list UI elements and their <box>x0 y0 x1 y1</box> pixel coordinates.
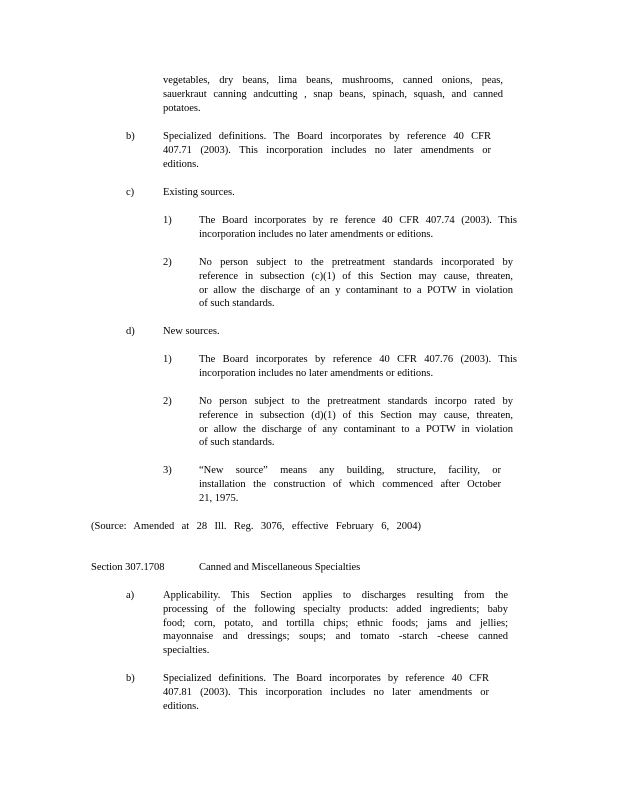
text-line: 407.71 (2003). This incorporation includes no later amendments or <box>163 144 491 156</box>
section-title: Canned and Miscellaneous Specialties <box>199 562 361 573</box>
text-line: installation the construction of which commenced after October <box>199 478 501 490</box>
text-line: incorporation includes no later amendments or editions. <box>199 228 434 240</box>
text-line: potatoes. <box>163 102 201 114</box>
text-line: “New source” means any building, structure, facility, or <box>199 465 501 476</box>
text-line: of such standards. <box>199 437 275 449</box>
text-line: specialties. <box>163 645 210 657</box>
text-line: Existing sources. <box>163 187 235 198</box>
text-line: 407.81 (2003). This incorporation includes no later amendments or <box>163 686 489 698</box>
paragraph-new-source-definition <box>199 464 501 505</box>
text-line: The Board incorporates by reference 40 CFR 407.76 (2003). This <box>199 354 517 365</box>
paragraph-new-incorporation <box>199 353 517 381</box>
source-note <box>91 520 421 534</box>
text-line: food; corn, potato, and tortilla chips; ethnic foods; jams and jellies; <box>163 617 508 629</box>
item-label-b: b) <box>126 131 135 142</box>
section-number: Section 307.1708 <box>91 562 165 573</box>
text-line: No person subject to the pretreatment standards incorpo rated by <box>199 396 513 407</box>
text-line: Specialized definitions. The Board incorporates by reference 40 CFR <box>163 131 491 142</box>
paragraph-applicability <box>163 589 508 658</box>
text-line: The Board incorporates by re ference 40 CFR 407.74 (2003). This <box>199 215 517 226</box>
paragraph-specialized-definitions <box>163 130 491 171</box>
text-line: mayonnaise and dressings; soups; and tomato -starch -cheese canned <box>163 631 508 643</box>
paragraph-specialized-definitions-1708 <box>163 672 489 713</box>
item-label-a: a) <box>126 590 135 601</box>
text-line: incorporation includes no later amendments or editions. <box>199 367 434 379</box>
item-label-d: d) <box>126 326 135 337</box>
text-line: reference in subsection (c)(1) of this Section may cause, threaten, <box>199 270 513 282</box>
text-line: Specialized definitions. The Board incorporates by reference 40 CFR <box>163 673 489 684</box>
text-line: vegetables, dry beans, lima beans, mushrooms, canned onions, peas, <box>163 75 503 86</box>
item-label-c: c) <box>126 187 135 198</box>
continuation-paragraph <box>163 74 503 115</box>
text-line: No person subject to the pretreatment standards incorporated by <box>199 257 513 268</box>
text-line: (Source: Amended at 28 Ill. Reg. 3076, effective February 6, 2004) <box>91 521 421 532</box>
paragraph-existing-incorporation <box>199 214 517 242</box>
item-label-b-1708: b) <box>126 673 135 684</box>
text-line: or allow the discharge of an y contaminant to a POTW in violation <box>199 284 513 296</box>
text-line: of such standards. <box>199 298 275 310</box>
heading-new-sources <box>163 325 363 339</box>
text-line: 21, 1975. <box>199 492 239 504</box>
subitem-label-d3: 3) <box>163 465 172 476</box>
text-line: processing of the following specialty products: added ingredients; baby <box>163 603 508 615</box>
paragraph-new-prohibition <box>199 395 513 450</box>
text-line: sauerkraut canning andcutting , snap beans, spinach, squash, and canned <box>163 88 503 100</box>
text-line: or allow the discharge of any contaminant to a POTW in violation <box>199 423 513 435</box>
subitem-label-d1: 1) <box>163 354 172 365</box>
text-line: New sources. <box>163 326 220 337</box>
subitem-label-d2: 2) <box>163 396 172 407</box>
text-line: editions. <box>163 158 199 170</box>
paragraph-existing-prohibition <box>199 256 513 311</box>
subitem-label-c2: 2) <box>163 257 172 268</box>
text-line: reference in subsection (d)(1) of this Section may cause, threaten, <box>199 409 513 421</box>
subitem-label-c1: 1) <box>163 215 172 226</box>
heading-existing-sources <box>163 186 363 200</box>
text-line: editions. <box>163 700 199 712</box>
text-line: Applicability. This Section applies to discharges resulting from the <box>163 590 508 601</box>
